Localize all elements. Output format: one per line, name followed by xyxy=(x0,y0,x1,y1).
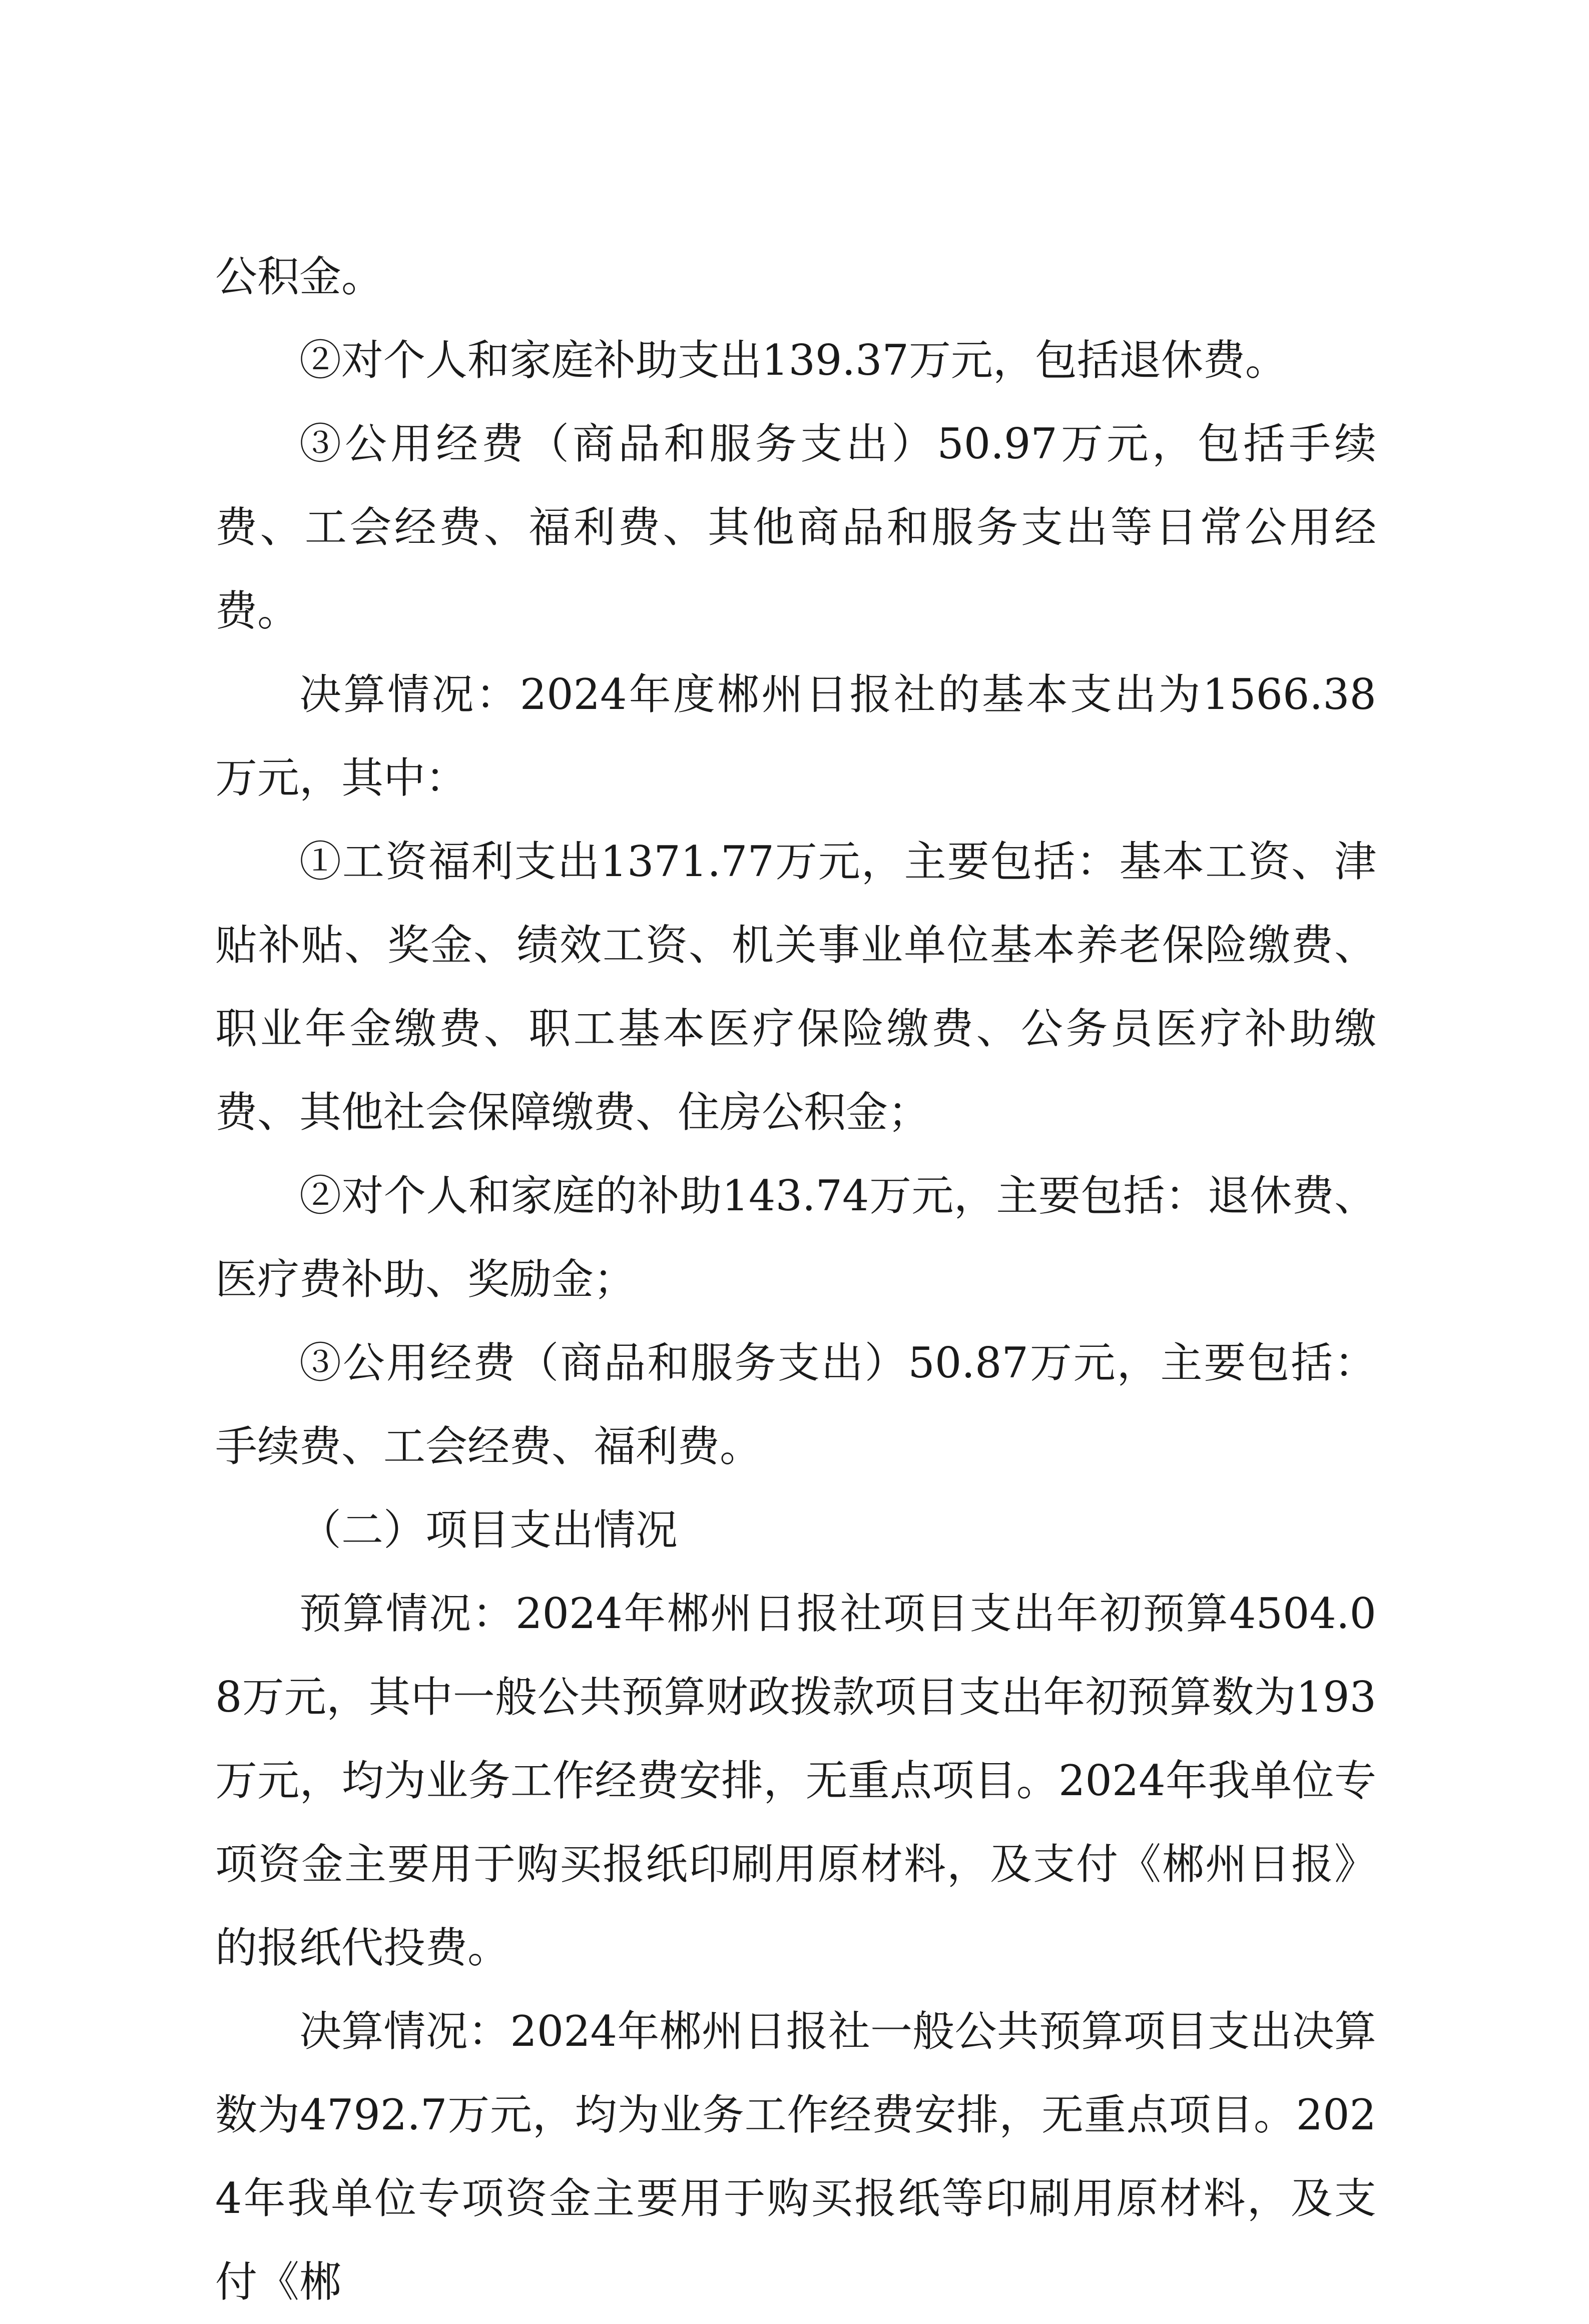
paragraph-final-accounts-basic: 决算情况：2024年度郴州日报社的基本支出为1566.38万元，其中： xyxy=(215,670,1376,803)
paragraph-continuation: 公积金。 xyxy=(215,252,384,301)
paragraph-public-expense-final: ③公用经费（商品和服务支出）50.87万元，主要包括：手续费、工会经费、福利费。 xyxy=(215,1338,1376,1471)
paragraph-project-final-accounts: 决算情况：2024年郴州日报社一般公共预算项目支出决算数为4792.7万元，均为业务工作经费安排，无重点项目。2024年我单位专项资金主要用于购买报纸等印刷用原材料，及支付《郴 xyxy=(215,2007,1376,2306)
paragraph-public-expense-budget: ③公用经费（商品和服务支出）50.97万元，包括手续费、工会经费、福利费、其他商品和服务支出等日常公用经费。 xyxy=(215,419,1376,635)
paragraph-personal-family-subsidy-budget: ②对个人和家庭补助支出139.37万元，包括退休费。 xyxy=(299,336,1287,385)
paragraph-project-budget: 预算情况：2024年郴州日报社项目支出年初预算4504.08万元，其中一般公共预算财政拨款项目支出年初预算数为193万元，均为业务工作经费安排，无重点项目。2024年我单位专项资金主要用于购买报纸印刷用原材料，及支付《郴州日报》的报纸代投费。 xyxy=(215,1589,1376,1972)
paragraph-salary-welfare: ①工资福利支出1371.77万元，主要包括：基本工资、津贴补贴、奖金、绩效工资、机关事业单位基本养老保险缴费、职业年金缴费、职工基本医疗保险缴费、公务员医疗补助缴费、其他社会保障缴费、住房公积金； xyxy=(215,837,1376,1137)
section-heading-project-expenditure: （二）项目支出情况 xyxy=(299,1505,678,1555)
body-text xyxy=(215,235,1376,2324)
paragraph-personal-family-subsidy-final: ②对个人和家庭的补助143.74万元，主要包括：退休费、医疗费补助、奖励金； xyxy=(215,1171,1376,1304)
